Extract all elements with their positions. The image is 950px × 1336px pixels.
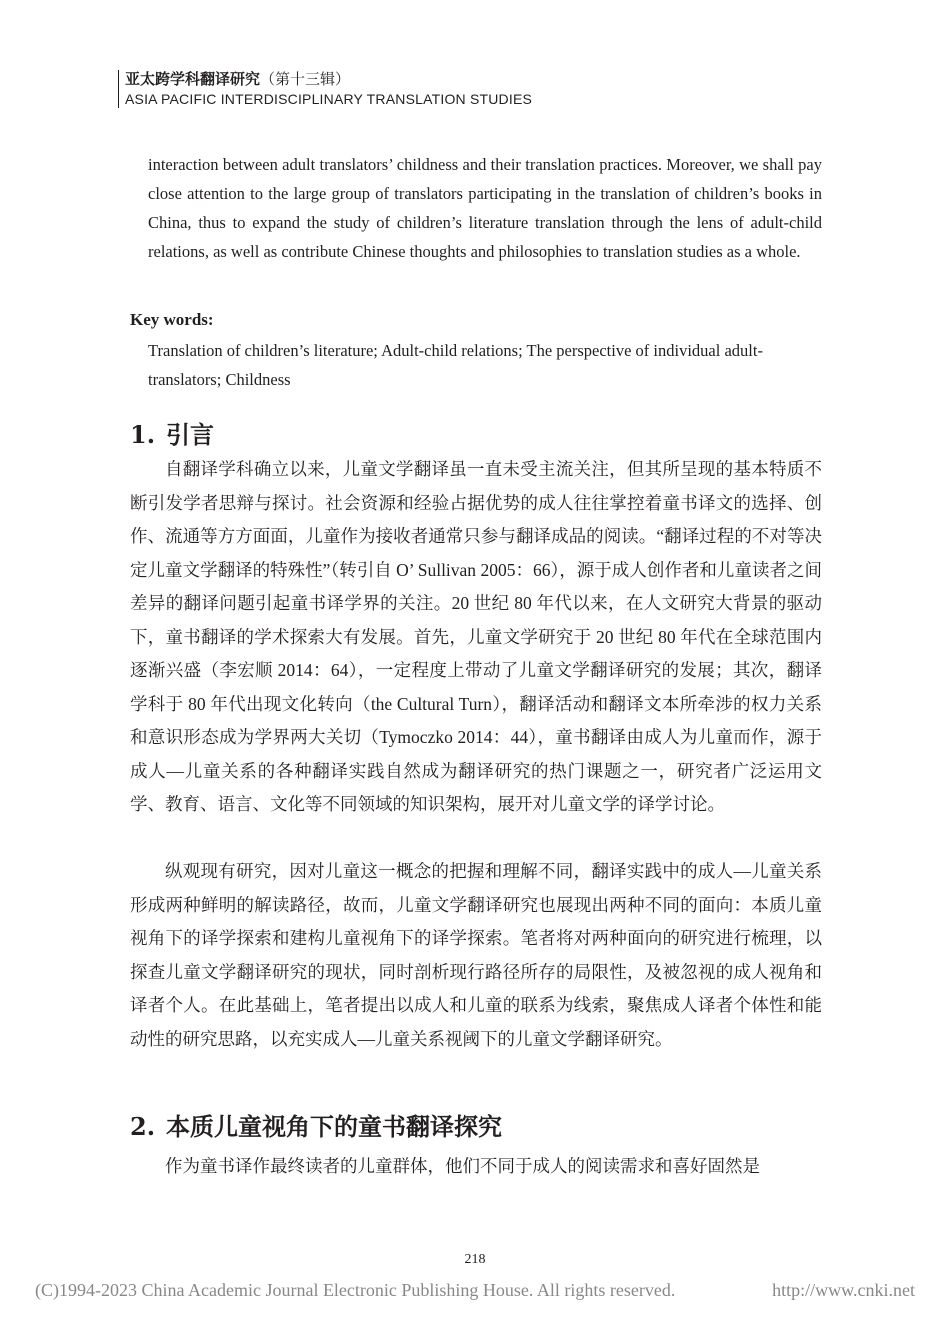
section-2-number: 2. [130,1112,156,1141]
section-2-paragraph-1: 作为童书译作最终读者的儿童群体，他们不同于成人的阅读需求和喜好固然是 [165,1156,760,1176]
copyright-notice: (C)1994-2023 China Academic Journal Electronic Publishing House. All rights reserved. [35,1280,676,1300]
section-2-title: 本质儿童视角下的童书翻译探究 [166,1112,502,1141]
section-1-title: 引言 [166,420,214,449]
running-header [118,70,532,108]
journal-name: 亚太跨学科翻译研究 [125,71,261,88]
page-number: 218 [464,1252,486,1267]
section-2-heading [130,1110,502,1144]
section-1-paragraph-1: 自翻译学科确立以来，儿童文学翻译虽一直未受主流关注，但其所呈现的基本特质不断引发学者思辩与探讨。社会资源和经验占据优势的成人往往掌控着童书译文的选择、创作、流通等方方面面，儿童作为接收者通常只参与翻译成品的阅读。“翻译过程的不对等决定儿童文学翻译的特殊性”（转引自 O’ Sullivan 2005：66），源于成人创作者和儿童读者之间差异的翻译问题引起童书译学界的关注。20 世纪 80 年代以来，在人文研究大背景的驱动下，童书翻译的学术探索大有发展。首先，儿童文学研究于 20 世纪 80 年代在全球范围内逐渐兴盛（李宏顺 2014：64），一定程度上带动了儿童文学翻译研究的发展；其次，翻译学科于 80 年代出现文化转向（the Cultural Turn），翻译活动和翻译文本所牵涉的权力关系和意识形态成为学界两大关切（Tymoczko 2014：44），童书翻译由成人为儿童而作，源于成人—儿童关系的各种翻译实践自然成为翻译研究的热门课题之一，研究者广泛运用文学、教育、语言、文化等不同领域的知识架构，展开对儿童文学的译学讨论。 [130,459,822,814]
cnki-footer [35,1280,915,1301]
journal-issue: （第十三辑） [260,71,351,88]
keywords-text: Translation of children’s literature; Adult-child relations; The perspective of individual adult-translators; Childness [148,341,763,389]
section-1-heading [130,418,214,452]
cnki-url-link[interactable]: http://www.cnki.net [772,1280,915,1300]
section-1-number: 1. [130,420,156,449]
journal-title-en: ASIA PACIFIC INTERDISCIPLINARY TRANSLATION STUDIES [125,91,533,107]
keywords-label: Key words: [130,310,214,329]
abstract-continuation: interaction between adult translators’ childness and their translation practices. Moreover, we shall pay close attention to the large group of translators participating in the translation of children’s books in China, thus to expand the study of children’s literature translation through the lens of adult-child relations, as well as contribute Chinese thoughts and philosophies to translation studies as a whole. [148,155,822,261]
section-1-paragraph-2: 纵观现有研究，因对儿童这一概念的把握和理解不同，翻译实践中的成人—儿童关系形成两种鲜明的解读路径，故而，儿童文学翻译研究也展现出两种不同的面向：本质儿童视角下的译学探索和建构儿童视角下的译学探索。笔者将对两种面向的研究进行梳理，以探查儿童文学翻译研究的现状，同时剖析现行路径所存的局限性，及被忽视的成人视角和译者个人。在此基础上，笔者提出以成人和儿童的联系为线索，聚焦成人译者个体性和能动性的研究思路，以充实成人—儿童关系视阈下的儿童文学翻译研究。 [130,861,822,1049]
journal-title-cn [125,70,532,90]
